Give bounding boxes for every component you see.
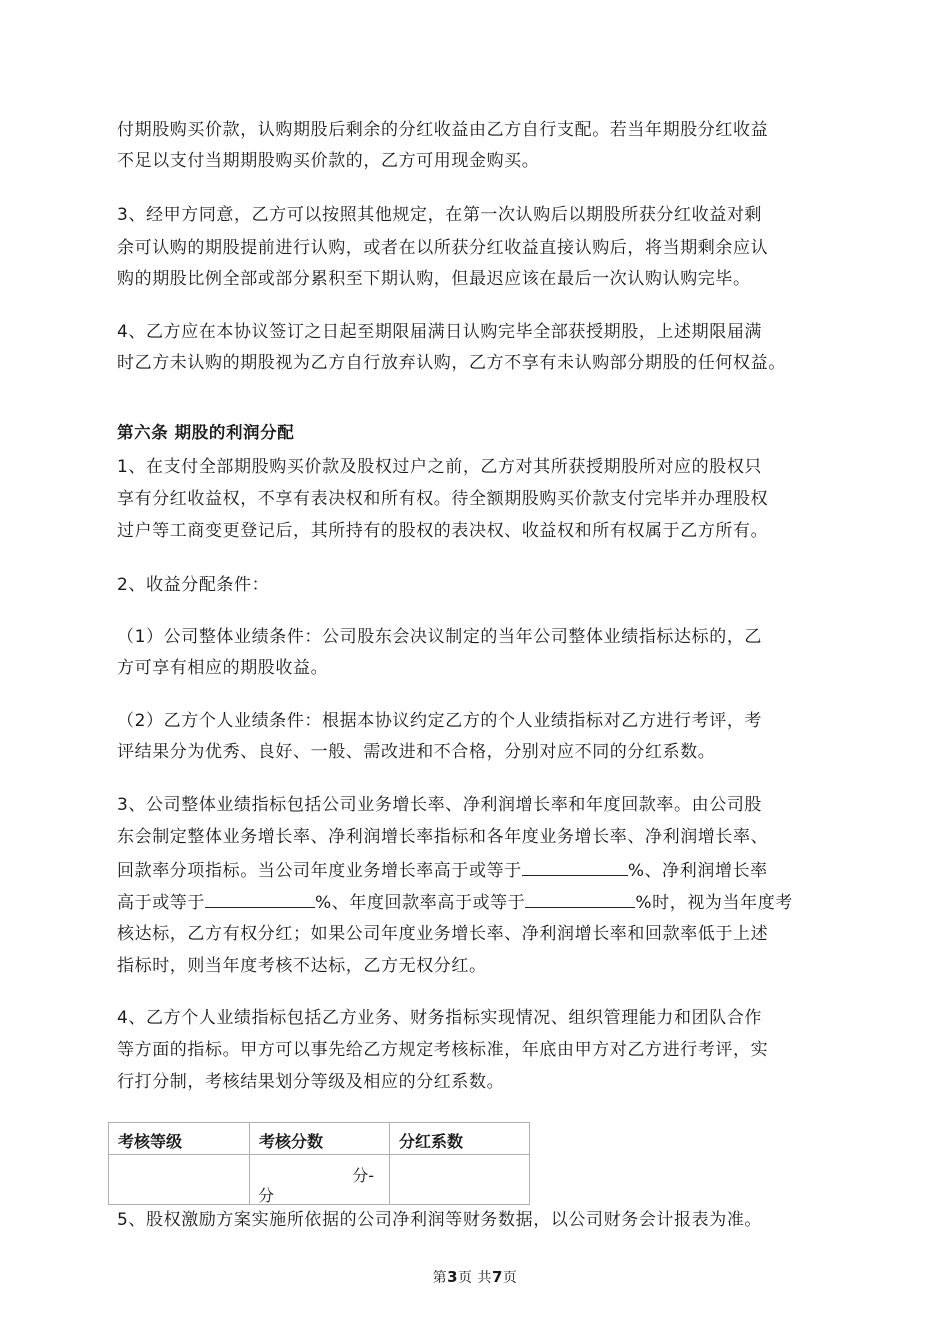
table-header-cell: 考核分数 [250,1123,390,1155]
paragraph-text: （1）公司整体业绩条件：公司股东会决议制定的当年公司整体业绩指标达标的，乙 [117,627,763,647]
text-segment: 高于或等于 [117,893,205,913]
paragraph-text: 4、乙方应在本协议签订之日起至期限届满日认购完毕全部获授期股，上述期限届满 [117,322,763,342]
paragraph-text: 指标时，则当年度考核不达标，乙方无权分红。 [117,956,487,976]
paragraph-text: 购的期股比例全部或部分累积至下期认购，但最迟应该在最后一次认购认购完毕。 [117,269,751,289]
table-header-cell: 考核等级 [109,1123,250,1155]
text-segment: %、净利润增长率 [627,861,768,881]
paragraph-text: 余可认购的期股提前进行认购，或者在以所获分红收益直接认购后，将当期剩余应认 [117,238,769,258]
fill-in-blank[interactable] [522,858,628,876]
table-header-cell: 分红系数 [390,1123,530,1155]
paragraph-text: 时乙方未认购的期股视为乙方自行放弃认购，乙方不享有未认购部分期股的任何权益。 [117,353,786,373]
footer-text: 页 共 [458,1270,492,1286]
score-range-text: 分 [258,1186,275,1205]
fill-in-blank[interactable] [205,890,315,908]
paragraph-text: 4、乙方个人业绩指标包括乙方业务、财务指标实现情况、组织管理能力和团队合作 [117,1008,763,1028]
paragraph-text: 过户等工商变更登记后，其所持有的股权的表决权、收益权和所有权属于乙方所有。 [117,521,769,541]
paragraph-text: 1、在支付全部期股购买价款及股权过户之前，乙方对其所获授期股所对应的股权只 [117,457,763,477]
score-range-text: 分- [352,1166,374,1185]
paragraph-text-with-blank [117,858,768,882]
paragraph-text: 5、股权激励方案实施所依据的公司净利润等财务数据，以公司财务会计报表为准。 [117,1210,763,1230]
page-footer [0,1267,950,1287]
paragraph-text-with-blank [117,890,793,914]
footer-text: 页 [502,1270,518,1286]
paragraph-text: 核达标，乙方有权分红；如果公司年度业务增长率、净利润增长率和回款率低于上述 [117,924,769,944]
text-segment: %、年度回款率高于或等于 [315,893,526,913]
current-page-number: 3 [447,1268,459,1286]
grade-cell [109,1155,250,1205]
paragraph-text: 2、收益分配条件： [117,575,270,595]
score-cell [250,1155,390,1205]
paragraph-text: 东会制定整体业务增长率、净利润增长率指标和各年度业务增长率、净利润增长率、 [117,827,769,847]
paragraph-text: 付期股购买价款，认购期股后剩余的分红收益由乙方自行支配。若当年期股分红收益 [117,120,769,140]
paragraph-text: 方可享有相应的期股收益。 [117,658,329,678]
fill-in-blank[interactable] [525,890,635,908]
coefficient-cell [390,1155,530,1205]
text-segment: 回款率分项指标。当公司年度业务增长率高于或等于 [117,861,522,881]
section-heading: 第六条 期股的利润分配 [117,423,295,442]
paragraph-text: 不足以支付当期期股购买价款的，乙方可用现金购买。 [117,151,540,171]
grade-table [108,1122,530,1205]
table-row [109,1155,530,1205]
paragraph-text: （2）乙方个人业绩条件：根据本协议约定乙方的个人业绩指标对乙方进行考评，考 [117,711,763,731]
paragraph-text: 享有分红收益权，不享有表决权和所有权。待全额期股购买价款支付完毕并办理股权 [117,489,769,509]
table-header-row [109,1123,530,1155]
footer-text: 第 [432,1270,448,1286]
paragraph-text: 评结果分为优秀、良好、一般、需改进和不合格，分别对应不同的分红系数。 [117,742,716,762]
paragraph-text: 行打分制，考核结果划分等级及相应的分红系数。 [117,1072,505,1092]
paragraph-text: 等方面的指标。甲方可以事先给乙方规定考核标准，年底由甲方对乙方进行考评，实 [117,1040,769,1060]
total-pages-number: 7 [491,1268,503,1286]
paragraph-text: 3、经甲方同意，乙方可以按照其他规定，在第一次认购后以期股所获分红收益对剩 [117,205,763,225]
text-segment: %时，视为当年度考 [635,893,793,913]
paragraph-text: 3、公司整体业绩指标包括公司业务增长率、净利润增长率和年度回款率。由公司股 [117,795,763,815]
